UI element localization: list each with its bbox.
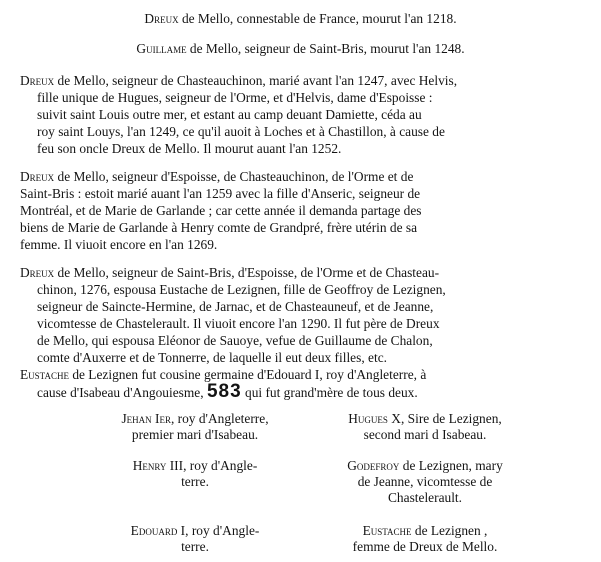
line-text: qui fut grand'mère de tous deux. bbox=[245, 385, 418, 400]
line-text: femme. Il viuoit encore en l'an 1269. bbox=[20, 237, 218, 252]
person-name: Dreux bbox=[20, 265, 55, 280]
entry-text: de Jeanne, vicomtesse de bbox=[357, 474, 493, 489]
genealogy-entry bbox=[305, 458, 545, 506]
genealogy-entry bbox=[80, 411, 310, 443]
person-name: Jehan Ier bbox=[121, 411, 171, 426]
line-text: Saint-Bris : estoit marié auant l'an 1259 avec la fille d'Anseric, seigneur de bbox=[20, 186, 421, 201]
entry-text: de Lezignen, mary bbox=[399, 458, 503, 473]
paragraph-line bbox=[37, 106, 422, 123]
person-name: Eustache bbox=[20, 367, 69, 382]
line-text: Montréal, et de Marie de Garlande ; car cette année il demanda partage des bbox=[20, 203, 422, 218]
person-name: Guillame bbox=[136, 41, 187, 56]
genealogy-entry bbox=[80, 458, 310, 490]
line-text: biens de Marie de Garlande à Henry comte de Grandpré, frère utérin de sa bbox=[20, 220, 418, 235]
entry-text: , roy d'Angle- bbox=[185, 523, 260, 538]
paragraph-line bbox=[20, 264, 439, 281]
line-text: roy saint Louys, l'an 1249, ce qu'il auoit à Loches et à Chastillon, à cause de bbox=[37, 124, 445, 139]
header-text: de Mello, connestable de France, mourut l'an 1218. bbox=[178, 11, 457, 26]
line-text: de Mello, seigneur de Chasteauchinon, marié avant l'an 1247, avec Helvis, bbox=[54, 73, 458, 88]
paragraph-line bbox=[20, 219, 417, 236]
entry-text: de Lezignen , bbox=[411, 523, 488, 538]
entry-text: premier mari d'Isabeau. bbox=[131, 427, 259, 442]
page-number: 583 bbox=[206, 381, 242, 402]
line-text: de Mello, seigneur d'Espoisse, de Chasteauchinon, de l'Orme et de bbox=[54, 169, 414, 184]
paragraph-line bbox=[20, 202, 422, 219]
paragraph-line bbox=[20, 236, 217, 253]
line-text: cause d'Isabeau d'Angouiesme, bbox=[37, 385, 204, 400]
paragraph-line bbox=[37, 381, 418, 404]
genealogy-entry bbox=[305, 523, 545, 555]
line-text: comte d'Auxerre et de Tonnerre, de laquelle il eut deux filles, etc. bbox=[37, 350, 387, 365]
paragraph-line bbox=[37, 281, 446, 298]
line-text: de Lezignen fut cousine germaine d'Edouard I, roy d'Angleterre, à bbox=[68, 367, 427, 382]
line-text: suivit saint Louis outre mer, et estant au camp deuant Damiette, céda au bbox=[37, 107, 422, 122]
person-name: Hugues X bbox=[348, 411, 401, 426]
paragraph-line bbox=[37, 349, 387, 366]
entry-text: terre. bbox=[181, 474, 209, 489]
line-text: vicomtesse de Chastelerault. Il viuoit encore l'an 1290. Il fut père de Dreux bbox=[37, 316, 440, 331]
line-text: chinon, 1276, espousa Eustache de Lezignen, fille de Geoffroy de Lezignen, bbox=[37, 282, 446, 297]
paragraph-line bbox=[37, 89, 432, 106]
header-line-2 bbox=[0, 40, 601, 57]
entry-text: , roy d'Angleterre, bbox=[170, 411, 269, 426]
line-text: feu son oncle Dreux de Mello. Il mourut auant l'an 1252. bbox=[37, 141, 342, 156]
entry-text: terre. bbox=[181, 539, 209, 554]
paragraph-line bbox=[20, 185, 420, 202]
paragraph-line bbox=[37, 298, 433, 315]
header-text: de Mello, seigneur de Saint-Bris, mourut l'an 1248. bbox=[186, 41, 465, 56]
person-name: Godefroy bbox=[347, 458, 400, 473]
person-name: Henry III bbox=[132, 458, 184, 473]
line-text: seigneur de Saincte-Hermine, de Jarnac, et de Chasteauneuf, et de Jeanne, bbox=[37, 299, 434, 314]
line-text: de Mello, seigneur de Saint-Bris, d'Espoisse, de l'Orme et de Chasteau- bbox=[54, 265, 440, 280]
paragraph-line bbox=[37, 315, 440, 332]
entry-text: Chastelerault. bbox=[388, 490, 462, 505]
genealogy-entry bbox=[305, 411, 545, 443]
entry-text: , roy d'Angle- bbox=[183, 458, 258, 473]
person-name: Dreux bbox=[144, 11, 179, 26]
line-text: de Mello, qui espousa Eléonor de Sauoye, vefue de Guillaume de Chalon, bbox=[37, 333, 433, 348]
paragraph-line bbox=[20, 168, 413, 185]
paragraph-line bbox=[37, 123, 445, 140]
genealogy-entry bbox=[80, 523, 310, 555]
person-name: Dreux bbox=[20, 73, 55, 88]
paragraph-line bbox=[20, 72, 457, 89]
entry-text: second mari d Isabeau. bbox=[363, 427, 487, 442]
header-line-1 bbox=[0, 10, 601, 27]
person-name: Eustache bbox=[362, 523, 412, 538]
entry-text: , Sire de Lezignen, bbox=[400, 411, 502, 426]
person-name: Edouard I bbox=[130, 523, 186, 538]
entry-text: femme de Dreux de Mello. bbox=[352, 539, 498, 554]
line-text: fille unique de Hugues, seigneur de l'Orme, et d'Helvis, dame d'Espoisse : bbox=[37, 90, 433, 105]
paragraph-line bbox=[37, 332, 433, 349]
person-name: Dreux bbox=[20, 169, 55, 184]
paragraph-line bbox=[37, 140, 341, 157]
